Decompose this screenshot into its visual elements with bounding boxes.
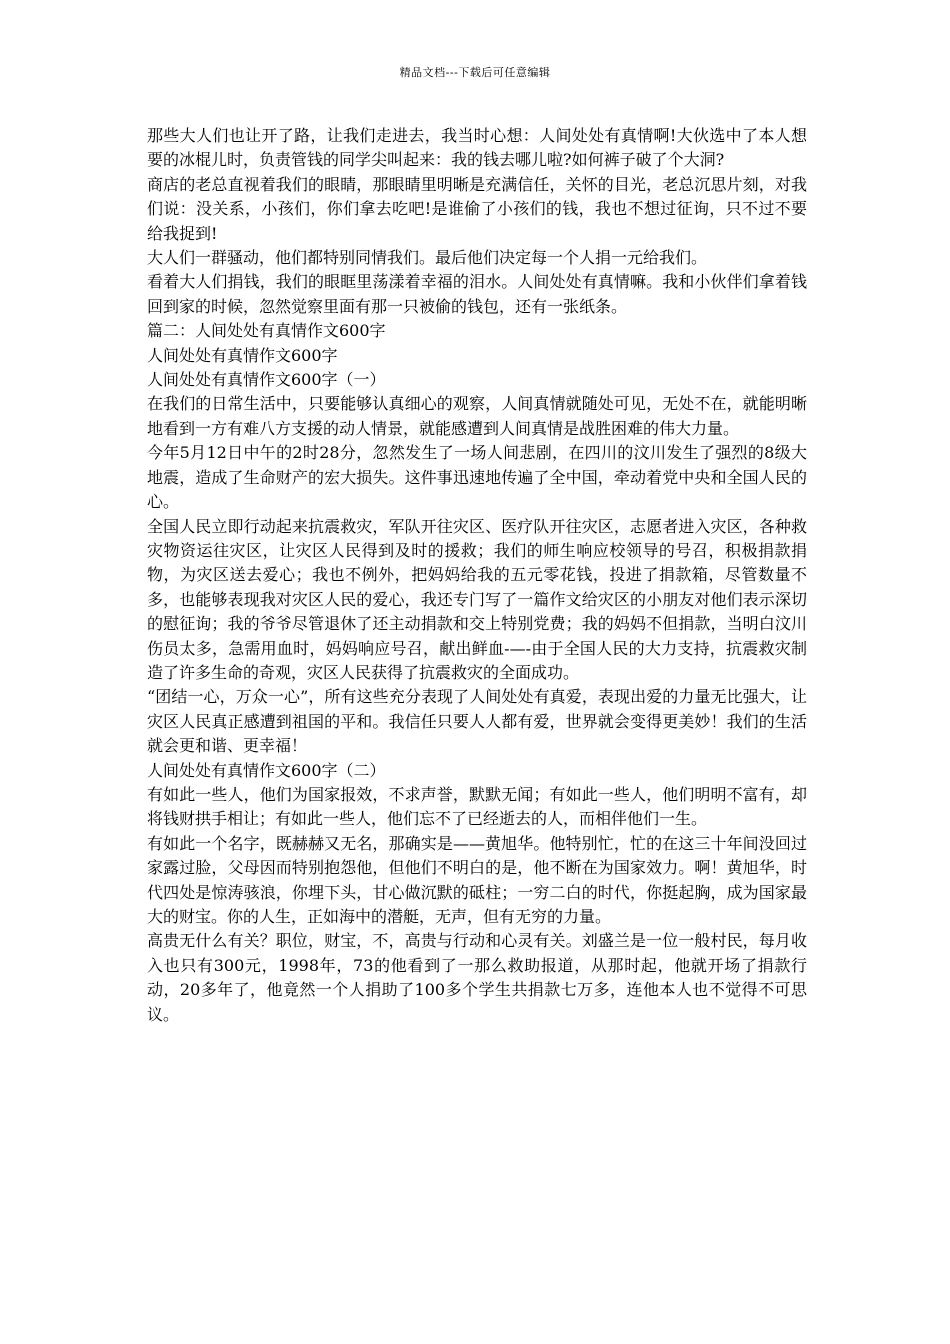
paragraph: 在我们的日常生活中，只要能够认真细心的观察，人间真情就随处可见，无处不在，就能明晰地看到一方有难八方支援的动人情景，就能感遭到人间真情是战胜困难的伟大力量。 [147,394,807,438]
section-heading: 篇二：人间处处有真情作文600字 [147,321,386,341]
paragraph: “团结一心，万众一心”，所有这些充分表现了人间处处有真爱，表现出爱的力量无比强大，让灾区人民真正感遭到祖国的平和。我信任只要人人都有爱，世界就会变得更美妙！我们的生活就会更和谐、更幸福！ [147,687,807,756]
paragraph: 高贵无什么有关？职位，财宝，不，高贵与行动和心灵有关。刘盛兰是一位一般村民，每月收入也只有300元，1998年，73的他看到了一那么救助报道，从那时起，他就开场了捐款行动，20多年了，他竟然一个人捐助了100多个学生共捐款七万多，连他本人也不觉得不可思议。 [147,931,807,1024]
page-header: 精品文档---下载后可任意编辑 [399,66,551,79]
paragraph: 有如此一个名字，既赫赫又无名，那确实是——黄旭华。他特别忙，忙的在这三十年间没回过家露过脸，父母因而特别抱怨他，但他们不明白的是，他不断在为国家效力。啊！黄旭华，时代四处是惊涛骇浪，你埋下头，甘心做沉默的砥柱；一穷二白的时代，你挺起胸，成为国家最大的财宝。你的人生，正如海中的潜艇，无声，但有无穷的力量。 [147,833,807,926]
paragraph: 今年5月12日中午的2时28分，忽然发生了一场人间悲剧，在四川的汶川发生了强烈的8级大地震，造成了生命财产的宏大损失。这件事迅速地传遍了全中国，牵动着党中央和全国人民的心。 [147,443,807,512]
paragraph: 那些大人们也让开了路，让我们走进去，我当时心想：人间处处有真情啊!大伙选中了本人想要的冰棍儿时，负责管钱的同学尖叫起来：我的钱去哪儿啦?如何裤子破了个大洞? [147,126,807,170]
article-subtitle: 人间处处有真情作文600字（一） [147,370,386,390]
paragraph: 全国人民立即行动起来抗震救灾，军队开往灾区、医疗队开往灾区，志愿者进入灾区，各种救灾物资运往灾区，让灾区人民得到及时的援救；我们的师生响应校领导的号召，积极捐款捐物，为灾区送去爱心；我也不例外，把妈妈给我的五元零花钱，投进了捐款箱，尽管数量不多，也能够表现我对灾区人民的爱心，我还专门写了一篇作文给灾区的小朋友对他们表示深切的慰征询；我的爷爷尽管退休了还主动捐款和交上特别党费；我的妈妈不但捐款，当明白汶川伤员太多，急需用血时，妈妈响应号召，献出鲜血-—-由于全国人民的大力支持，抗震救灾制造了许多生命的奇观，灾区人民获得了抗震救灾的全面成功。 [147,516,807,682]
paragraph: 商店的老总直视着我们的眼睛，那眼睛里明晰是充满信任，关怀的目光，老总沉思片刻，对我们说：没关系，小孩们，你们拿去吃吧!是谁偷了小孩们的钱，我也不想过征询，只不过不要给我捉到! [147,174,807,243]
article-title: 人间处处有真情作文600字 [147,345,338,365]
paragraph: 有如此一些人，他们为国家报效，不求声誉，默默无闻；有如此一些人，他们明明不富有，却将钱财拱手相让；有如此一些人，他们忘不了已经逝去的人，而相伴他们一生。 [147,784,807,829]
article-subtitle: 人间处处有真情作文600字（二） [147,760,386,780]
document-body [147,124,807,1027]
paragraph: 看着大人们捐钱，我们的眼眶里荡漾着幸福的泪水。人间处处有真情嘛。我和小伙伴们拿着钱回到家的时候，忽然觉察里面有那一只被偷的钱包，还有一张纸条。 [147,272,807,316]
paragraph: 大人们一群骚动，他们都特别同情我们。最后他们决定每一个人捐一元给我们。 [147,248,708,268]
